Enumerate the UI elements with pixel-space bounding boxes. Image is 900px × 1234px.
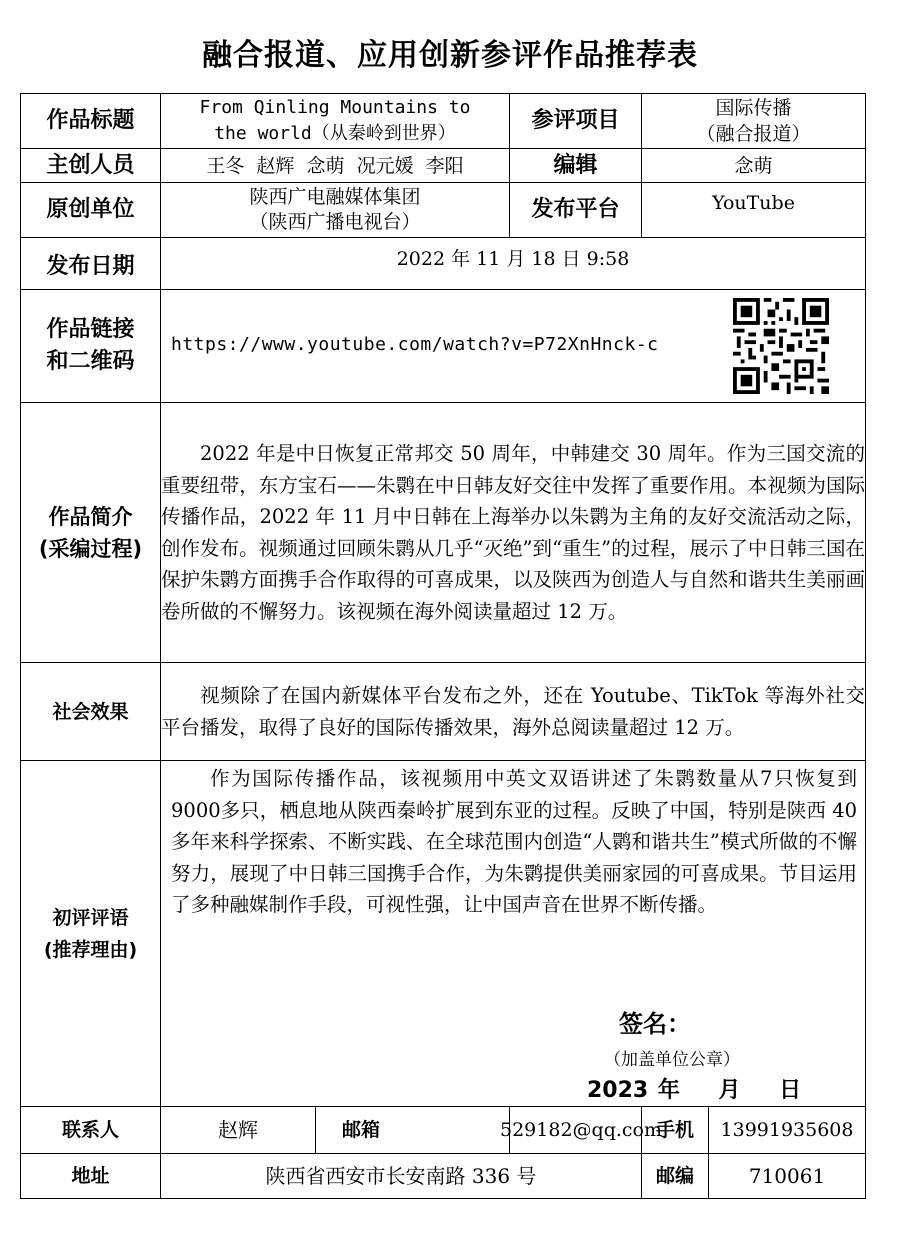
row-address (21, 1154, 866, 1199)
value-editor: 念萌 (642, 149, 866, 183)
value-postcode: 710061 (709, 1154, 866, 1199)
summary-line1: 作品简介 (48, 504, 133, 529)
label-original-unit: 原创单位 (21, 183, 161, 238)
label-summary (21, 403, 161, 663)
recommendation-form-table (20, 93, 866, 1199)
label-link-qr (21, 290, 161, 403)
work-link[interactable]: https://www.youtube.com/watch?v=P72XnHnck-c (171, 334, 659, 355)
page-title: 融合报道、应用创新参评作品推荐表 (202, 38, 698, 73)
signature-label: 签名： (619, 1010, 691, 1038)
review-line2: (推荐理由) (43, 938, 138, 961)
work-title-line1: From Qinling Mountains to (199, 97, 471, 118)
value-work-title (161, 94, 510, 149)
review-text: 作为国际传播作品，该视频用中英文双语讲述了朱鹮数量从7只恢复到9000多只，栖息地从陕西秦岭扩展到东亚的过程。反映了中国，特别是陕西 40 多年来科学探索、不断实践、在全球范围内创造“人鹮和谐共生”模式所做的不懈努力，展现了中日韩三国携手合作，为朱鹮提供美丽家园的可喜成果。节目运用了多种融媒制作手段，可视性强，让中国声音在世界不断传播。 (171, 767, 858, 916)
row-contact (21, 1107, 866, 1154)
qr-code-icon[interactable] (733, 298, 829, 394)
review-line1: 初评评语 (52, 906, 129, 929)
original-unit-line2: （陕西广播电视台） (249, 211, 421, 233)
label-contact: 联系人 (21, 1107, 161, 1154)
value-summary: 2022 年是中日恢复正常邦交 50 周年，中韩建交 30 周年。作为三国交流的重要纽带，东方宝石——朱鹮在中日韩友好交往中发挥了重要作用。本视频为国际传播作品，2022 年 11 月中日韩在上海举办以朱鹮为主角的友好交流活动之际，创作发布。视频通过回顾朱鹮从几乎“灭绝”到“重生”的过程，展示了中日韩三国在保护朱鹮方面携手合作取得的可喜成果，以及陕西为创造人与自然和谐共生美丽画卷所做的不懈努力。该视频在海外阅读量超过 12 万。 (161, 403, 866, 663)
review-date: 2023 年 月 日 (587, 1078, 802, 1103)
summary-line2: (采编过程) (38, 536, 143, 561)
label-platform: 发布平台 (510, 183, 642, 238)
stamp-note: （加盖单位公章） (604, 1050, 740, 1070)
row-social-effect (21, 663, 866, 761)
category-line2: （融合报道） (696, 123, 811, 145)
value-publish-date: 2022 年 11 月 18 日 9:58 (161, 238, 866, 290)
label-editor: 编辑 (510, 149, 642, 183)
value-contact: 赵辉 (161, 1107, 316, 1154)
link-qr-line2: 和二维码 (46, 349, 135, 374)
value-phone: 13991935608 (709, 1107, 866, 1154)
work-title-line2: the world（从秦岭到世界） (214, 123, 456, 144)
value-platform: YouTube (642, 183, 866, 238)
value-link-qr (161, 290, 866, 403)
label-category: 参评项目 (510, 94, 642, 149)
label-postcode: 邮编 (642, 1154, 709, 1199)
link-qr-line1: 作品链接 (46, 317, 135, 342)
row-work-title (21, 94, 866, 149)
value-social-effect: 视频除了在国内新媒体平台发布之外，还在 Youtube、TikTok 等海外社交平台播发，取得了良好的国际传播效果，海外总阅读量超过 12 万。 (161, 663, 866, 761)
label-social-effect: 社会效果 (21, 663, 161, 761)
label-work-title: 作品标题 (21, 94, 161, 149)
label-publish-date: 发布日期 (21, 238, 161, 290)
value-original-unit (161, 183, 510, 238)
label-email: 邮箱 (316, 1107, 510, 1154)
value-category (642, 94, 866, 149)
category-line1: 国际传播 (715, 97, 792, 119)
row-summary (21, 403, 866, 663)
value-review (161, 761, 866, 1107)
label-creators: 主创人员 (21, 149, 161, 183)
email-text: 529182@qq.com (500, 1119, 662, 1141)
label-address: 地址 (21, 1154, 161, 1199)
label-review (21, 761, 161, 1107)
row-link-qr (21, 290, 866, 403)
value-creators: 王冬 赵辉 念萌 况元媛 李阳 (161, 149, 510, 183)
row-creators (21, 149, 866, 183)
value-address: 陕西省西安市长安南路 336 号 (161, 1154, 642, 1199)
original-unit-line1: 陕西广电融媒体集团 (249, 186, 421, 208)
row-original-unit (21, 183, 866, 238)
row-publish-date (21, 238, 866, 290)
row-review (21, 761, 866, 1107)
label-phone: 手机 (642, 1107, 709, 1154)
value-email (500, 1107, 662, 1154)
